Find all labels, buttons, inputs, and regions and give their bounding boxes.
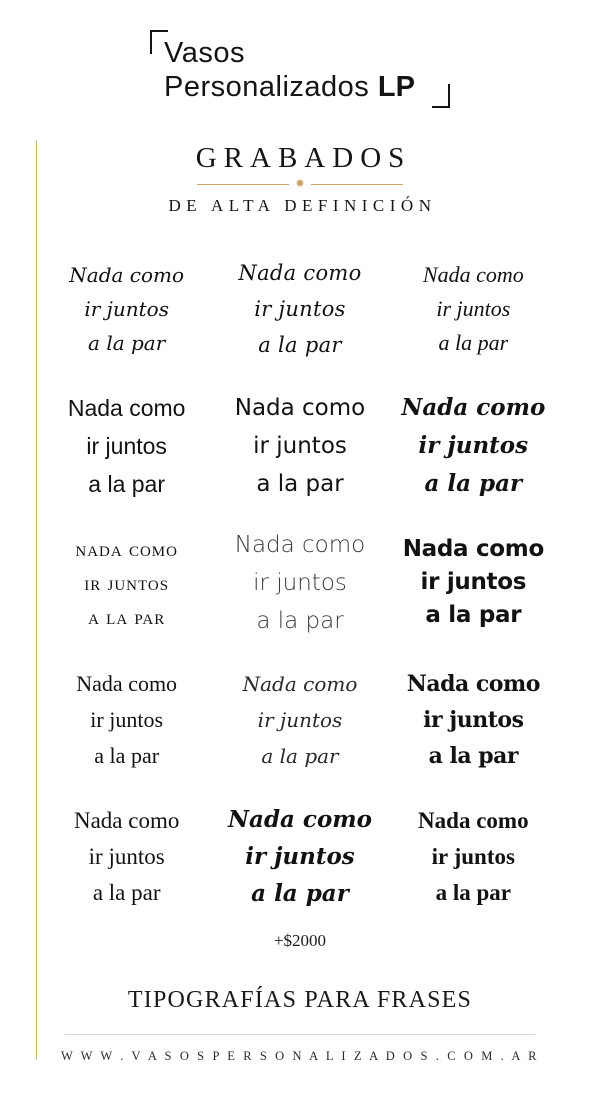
price-label: +$2000 [273,931,327,950]
sample-line: a la par [251,880,349,907]
sample-line: ir juntos [418,431,529,459]
sample-line: Nada como [406,670,540,697]
headline-block [0,142,600,216]
sample-line: ir juntos [90,706,164,732]
footer-divider [65,1034,535,1035]
sample-line: a la par [256,470,344,497]
brand-line-2 [164,70,450,104]
sample-line: ir juntos [84,296,169,321]
sample-line: a la par [438,329,509,355]
brand-logo [150,30,450,108]
sample-line: Nada como [401,393,546,421]
sample-line: Nada como [69,262,185,287]
font-sample-13[interactable] [40,788,213,925]
font-sample-grid [40,240,560,925]
caption: TIPOGRAFÍAS PARA FRASES [127,987,473,1013]
sample-line: a la par [92,879,161,905]
font-sample-9[interactable] [387,514,560,651]
sample-line: a la par [88,604,166,629]
sample-line: ir juntos [88,843,165,869]
sample-line: ir juntos [436,295,511,321]
headline-main: GRABADOS [195,142,412,174]
sample-line: Nada como [238,260,362,285]
sample-line: Nada como [76,670,178,696]
bracket-bottom-right-icon [432,84,450,108]
sample-line: a la par [256,607,344,634]
brand-suffix: LP [377,71,415,103]
font-sample-8[interactable] [213,514,386,651]
sample-line: Nada como [234,394,366,421]
sample-line: Nada como [73,807,180,833]
sample-line: ir juntos [420,569,527,595]
sample-line: a la par [424,469,523,497]
font-sample-10[interactable] [40,651,213,788]
sample-line: Nada como [418,807,529,833]
sample-line: ir juntos [257,707,343,732]
sample-line: ir juntos [84,570,170,595]
sample-line: nada como [75,536,178,561]
font-sample-15[interactable] [387,788,560,925]
sample-line: ir juntos [431,843,515,869]
sample-line: a la par [88,330,166,355]
font-sample-11[interactable] [213,651,386,788]
sample-line: ir juntos [253,432,347,459]
sample-line: a la par [258,332,342,357]
sample-line: a la par [261,743,339,768]
font-sample-2[interactable] [213,240,386,377]
flyer-page [0,30,600,1096]
sample-line: a la par [88,470,166,497]
sample-line: Nada como [234,531,366,558]
font-sample-4[interactable] [40,377,213,514]
sample-line: Nada como [422,261,524,287]
font-sample-3[interactable] [387,240,560,377]
gold-vertical-rule [36,140,37,1060]
sample-line: a la par [428,742,519,769]
sample-line: ir juntos [86,432,167,459]
sample-line: ir juntos [254,296,346,321]
sample-line: ir juntos [253,569,347,596]
sample-line: Nada como [228,806,372,833]
font-sample-6[interactable] [387,377,560,514]
font-sample-12[interactable] [387,651,560,788]
sample-line: Nada como [242,671,358,696]
brand-line-2-text: Personalizados [164,71,370,103]
font-sample-1[interactable] [40,240,213,377]
ornament-line-right [311,184,403,185]
sample-line: Nada como [402,536,544,562]
sample-line: Nada como [67,394,186,421]
headline-sub: DE ALTA DEFINICIÓN [168,196,437,215]
headline-ornament [0,179,600,190]
sample-line: ir juntos [245,843,355,870]
sample-line: a la par [435,879,512,905]
bracket-top-left-icon [150,30,168,54]
ornament-line-left [197,184,289,185]
sample-line: a la par [94,742,160,768]
website-url[interactable]: W W W . V A S O S P E R S O N A L I Z A D O S . C O M . A R [60,1049,540,1063]
font-sample-7[interactable] [40,514,213,651]
brand-text [150,36,450,104]
footer [0,1034,600,1064]
font-sample-5[interactable] [213,377,386,514]
brand-line-1: Vasos [164,37,245,69]
sample-line: ir juntos [423,706,524,733]
sample-line: a la par [425,602,522,628]
ornament-flower-icon: ✹ [295,178,305,190]
font-sample-14[interactable] [213,788,386,925]
